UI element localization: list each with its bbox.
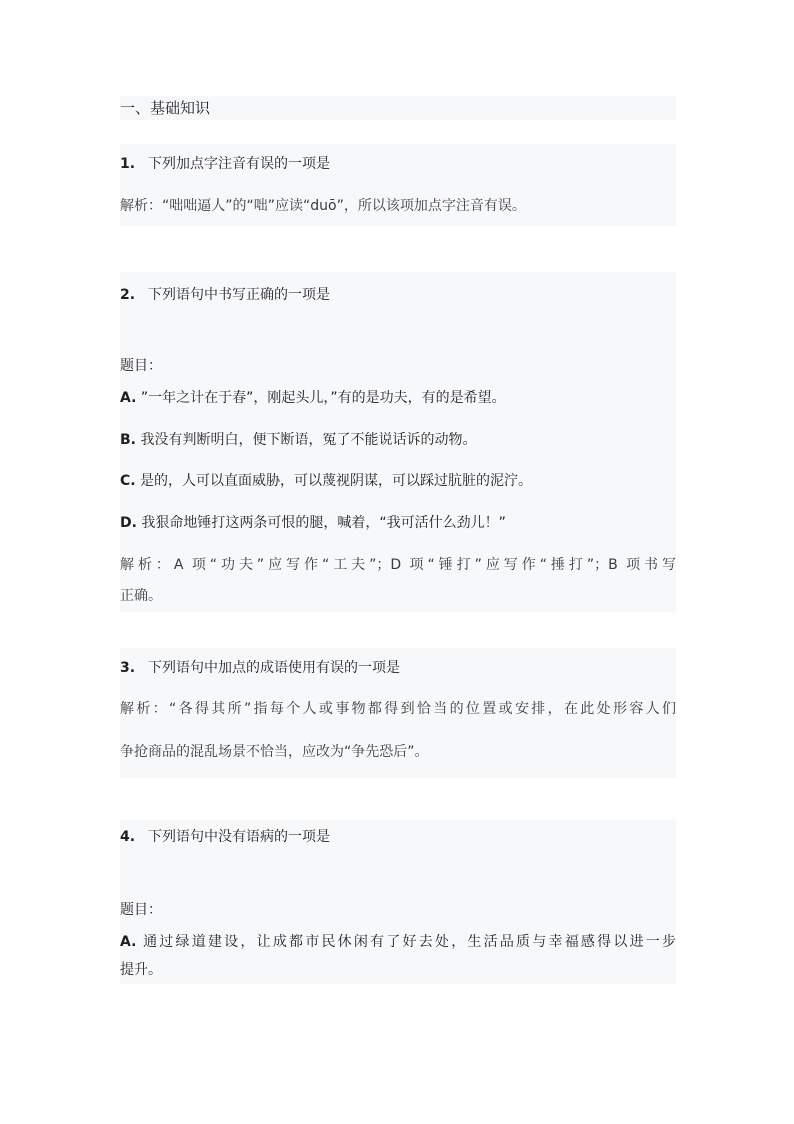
option-text: 是的，人可以直面威胁，可以蔑视阴谋，可以踩过肮脏的泥泞。	[140, 473, 533, 489]
option-text: 我狠命地锤打这两条可恨的腿，喊着，“我可活什么劲儿！”	[141, 515, 506, 531]
option-a	[120, 932, 676, 952]
question-3-title	[120, 658, 400, 678]
question-number: 4.	[120, 829, 136, 845]
question-1	[120, 144, 676, 226]
section-title: 一、基础知识	[120, 99, 211, 117]
question-text: 下列语句中书写正确的一项是	[148, 287, 330, 303]
option-c	[120, 471, 532, 491]
question-4-title	[120, 827, 330, 847]
question-2-title	[120, 285, 330, 305]
question-3-explanation-line-2: 争抢商品的混乱场景不恰当，应改为“争先恐后”。	[120, 744, 429, 760]
option-a-continuation: 提升。	[120, 962, 162, 978]
option-letter: A.	[120, 934, 137, 950]
question-text: 下列加点字注音有误的一项是	[148, 156, 330, 172]
option-text: 通过绿道建设，让成都市民休闲有了好去处，生活品质与幸福感得以进一步	[143, 934, 677, 950]
option-letter: C.	[120, 473, 136, 489]
question-number: 2.	[120, 287, 136, 303]
option-text: ”一年之计在于春”，刚起头儿，”有的是功夫，有的是希望。	[140, 390, 506, 406]
question-2-explanation-line-1: 解析：A 项“功夫”应写作“工夫”；D 项“锤打”应写作“捶打”；B 项书写	[120, 557, 676, 573]
question-4-prompt: 题目：	[120, 902, 162, 918]
question-3	[120, 648, 676, 778]
question-2-explanation-line-2: 正确。	[120, 588, 162, 604]
option-letter: A.	[120, 390, 137, 406]
option-d	[120, 513, 506, 533]
option-b	[120, 430, 476, 450]
question-text: 下列语句中加点的成语使用有误的一项是	[148, 660, 400, 676]
question-2-prompt: 题目：	[120, 358, 162, 374]
question-number: 1.	[120, 156, 136, 172]
option-letter: B.	[120, 432, 136, 448]
option-text: 我没有判断明白，便下断语，冤了不能说话诉的动物。	[140, 432, 477, 448]
question-3-explanation-line-1: 解析：“各得其所”指每个人或事物都得到恰当的位置或安排，在此处形容人们	[120, 701, 676, 717]
question-1-title	[120, 154, 330, 174]
question-text: 下列语句中没有语病的一项是	[148, 829, 330, 845]
section-header	[120, 96, 676, 120]
question-1-explanation: 解析：“咄咄逼人”的“咄”应读“duō”，所以该项加点字注音有误。	[120, 198, 526, 214]
option-letter: D.	[120, 515, 137, 531]
question-4	[120, 820, 676, 984]
question-2	[120, 272, 676, 612]
option-a	[120, 388, 506, 408]
question-number: 3.	[120, 660, 136, 676]
